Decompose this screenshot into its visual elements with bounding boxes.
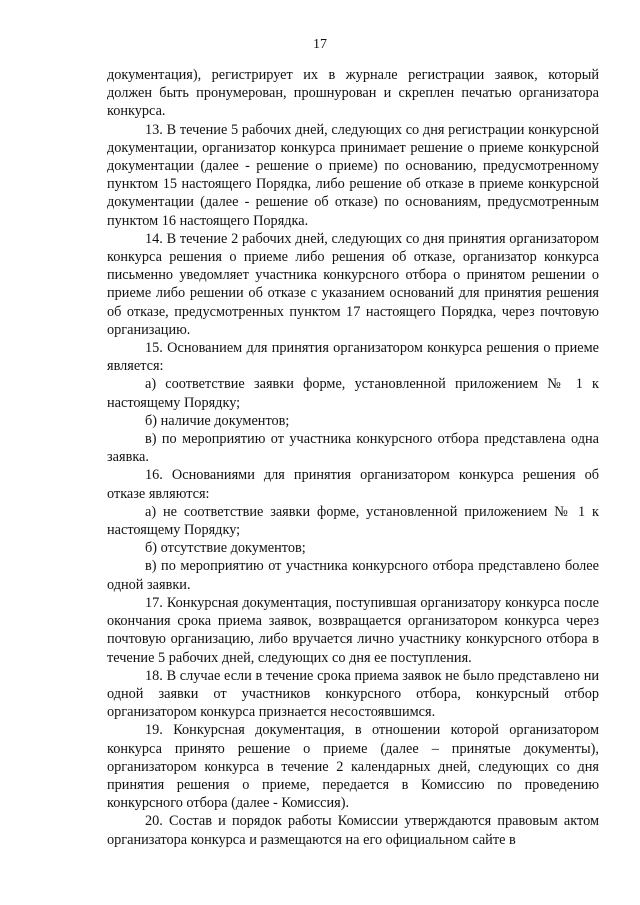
- paragraph: 18. В случае если в течение срока приема заявок не было представлено ни одной заявки от участников конкурсного отбора, конкурсный отбор организатором конкурса признается несостоявшимся.: [107, 667, 599, 721]
- paragraph: 15. Основанием для принятия организатором конкурса решения о приеме является:: [107, 340, 599, 375]
- paragraph: в) по мероприятию от участника конкурсного отбора представлена одна заявка.: [107, 431, 599, 466]
- paragraph: 16. Основаниями для принятия организатором конкурса решения об отказе являются:: [107, 467, 599, 502]
- paragraph: 19. Конкурсная документация, в отношении которой организатором конкурса принято решение о приеме (далее – принятые документы), организатором конкурса в течение 2 календарных дней, следующих со дня принятия решения о приеме, передается в Комиссию по проведению конкурсного отбора (далее - Комиссия).: [107, 722, 599, 812]
- paragraph: б) наличие документов;: [145, 412, 290, 429]
- paragraph: а) не соответствие заявки форме, установленной приложением № 1 к настоящему Порядку;: [107, 503, 599, 539]
- paragraph: 20. Состав и порядок работы Комиссии утверждаются правовым актом организатора конкурса и размещаются на его официальном сайте в: [107, 813, 599, 848]
- paragraph: а) соответствие заявки форме, установленной приложением № 1 к настоящему Порядку;: [107, 376, 599, 411]
- page-number: 17: [313, 37, 327, 52]
- paragraph: б) отсутствие документов;: [145, 540, 306, 557]
- document-body: [107, 66, 599, 849]
- paragraph: 13. В течение 5 рабочих дней, следующих со дня регистрации конкурсной документации, организатор конкурса принимает решение о приеме конкурсной документации (далее - решение о приеме) по основанию, предусмотренному пунктом 15 настоящего Порядка, либо решение об отказе в приеме конкурсной документации (далее - решение об отказе) по основаниям, предусмотренным пунктом 16 настоящего Порядка.: [107, 121, 599, 229]
- paragraph: 14. В течение 2 рабочих дней, следующих со дня принятия организатором конкурса решения о приеме либо решения об отказе, организатор конкурса письменно уведомляет участника конкурсного отбора о принятом решении о приеме либо решении об отказе с указанием оснований для принятия решения об отказе, предусмотренных пунктом 17 настоящего Порядка, через почтовую организацию.: [107, 230, 599, 338]
- paragraph: в) по мероприятию от участника конкурсного отбора представлено более одной заявки.: [107, 558, 599, 593]
- paragraph: документация), регистрирует их в журнале регистрации заявок, который должен быть пронумерован, прошнурован и скреплен печатью организатора конкурса.: [107, 67, 599, 120]
- paragraph: 17. Конкурсная документация, поступившая организатору конкурса после окончания срока приема заявок, возвращается организатором конкурса через почтовую организацию, либо вручается лично участнику конкурсного отбора в течение 5 рабочих дней, следующих со дня ее поступления.: [107, 594, 599, 666]
